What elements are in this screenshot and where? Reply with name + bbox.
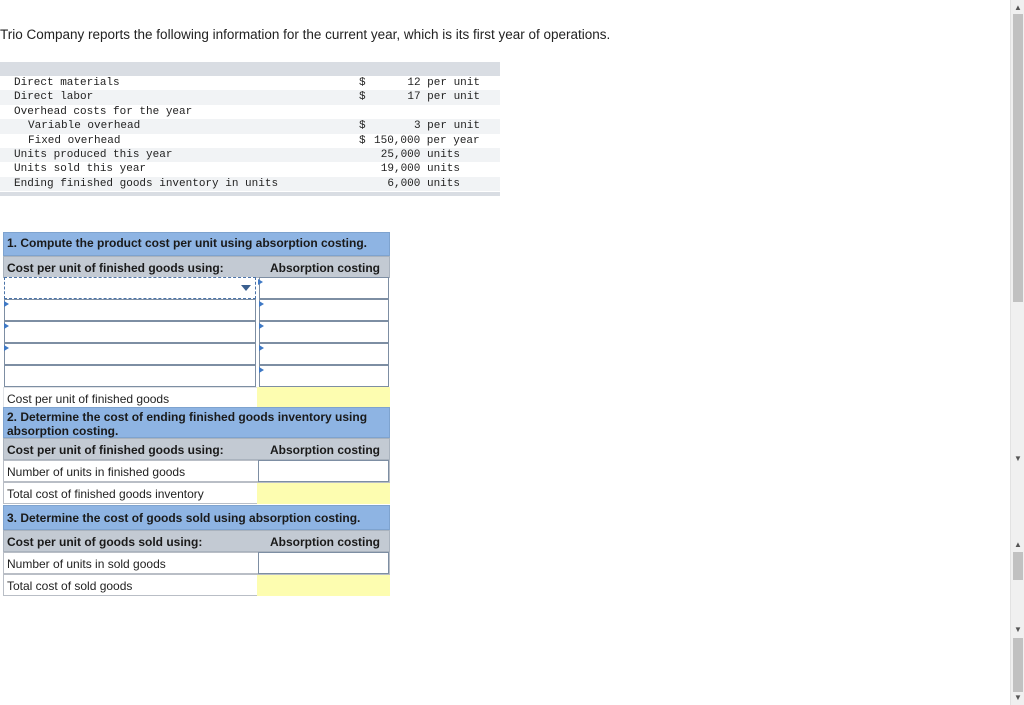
scroll-thumb[interactable] — [1013, 14, 1023, 302]
part2-section — [3, 407, 390, 505]
given-value: 17 per unit — [407, 91, 480, 104]
table-bottom-bar — [0, 192, 500, 196]
problem-statement: Trio Company reports the following information for the current year, which is its first year of operations. — [0, 27, 611, 42]
column-label: Absorption costing — [270, 535, 380, 549]
total-sold-cost — [257, 575, 390, 596]
column-label: Cost per unit of finished goods using: — [7, 443, 224, 457]
given-row — [0, 162, 500, 176]
row-label: Number of units in finished goods — [7, 465, 186, 479]
given-label: Fixed overhead — [28, 134, 121, 147]
cost-amount-input-1[interactable] — [259, 277, 389, 299]
units-finished-input[interactable] — [258, 460, 389, 482]
given-value: 150,000 per year — [374, 134, 480, 147]
cost-amount-input-2[interactable] — [259, 299, 389, 321]
given-value: 19,000 units — [380, 163, 460, 176]
row-label: Number of units in sold goods — [7, 557, 166, 571]
scroll-down-icon[interactable]: ▼ — [1014, 693, 1022, 702]
input-marker-icon — [4, 323, 9, 329]
scroll-thumb[interactable] — [1013, 638, 1023, 692]
column-label: Cost per unit of goods sold using: — [7, 535, 203, 549]
input-marker-icon — [258, 279, 263, 285]
column-label: Absorption costing — [270, 261, 380, 275]
given-label: Direct materials — [14, 77, 120, 89]
scroll-down-icon[interactable]: ▼ — [1014, 625, 1022, 634]
given-row — [0, 105, 500, 119]
given-label: Units sold this year — [14, 163, 147, 176]
cost-amount-input-5[interactable] — [259, 365, 389, 387]
units-sold-input[interactable] — [258, 552, 389, 574]
input-marker-icon — [259, 323, 264, 329]
dollar-sign: $ — [359, 134, 366, 147]
part2-title: 2. Determine the cost of ending finished goods inventory using absorption costing. — [3, 407, 390, 438]
given-label: Overhead costs for the year — [14, 105, 193, 118]
cost-item-select-3[interactable] — [4, 321, 256, 343]
row-label: Total cost of finished goods inventory — [7, 487, 204, 501]
given-label: Variable overhead — [28, 120, 141, 133]
given-row — [0, 177, 500, 191]
given-value: 25,000 units — [380, 148, 460, 161]
input-marker-icon — [259, 367, 264, 373]
given-row — [0, 148, 500, 162]
row-label: Total cost of sold goods — [7, 579, 133, 593]
scroll-up-icon[interactable]: ▲ — [1014, 540, 1022, 549]
given-label: Ending finished goods inventory in units — [14, 177, 279, 190]
dollar-sign: $ — [359, 91, 366, 104]
dollar-sign: $ — [359, 120, 366, 133]
scroll-up-icon[interactable]: ▲ — [1014, 3, 1022, 12]
cost-item-select-5[interactable] — [4, 365, 256, 387]
column-label: Absorption costing — [270, 443, 380, 457]
given-value: 6,000 units — [387, 177, 460, 190]
input-marker-icon — [4, 301, 9, 307]
part1-title: 1. Compute the product cost per unit using absorption costing. — [3, 232, 390, 256]
total-label: Cost per unit of finished goods — [7, 392, 170, 406]
input-marker-icon — [4, 345, 9, 351]
input-marker-icon — [259, 345, 264, 351]
part3-column-header — [3, 530, 390, 552]
cost-amount-input-4[interactable] — [259, 343, 389, 365]
given-label: Direct labor — [14, 91, 94, 104]
column-label: Cost per unit of finished goods using: — [7, 261, 224, 275]
given-value: 12 per unit — [407, 77, 480, 89]
cost-item-select-1[interactable] — [4, 277, 256, 299]
given-value: 3 per unit — [413, 120, 480, 133]
cost-per-unit-total — [257, 387, 390, 408]
input-marker-icon — [259, 301, 264, 307]
part3-title: 3. Determine the cost of goods sold using absorption costing. — [3, 505, 390, 530]
total-inventory-cost — [257, 483, 390, 504]
scroll-down-icon[interactable]: ▼ — [1014, 454, 1022, 463]
cost-item-select-2[interactable] — [4, 299, 256, 321]
table-top-bar — [0, 62, 500, 76]
scroll-thumb[interactable] — [1013, 552, 1023, 580]
given-row — [0, 134, 500, 148]
part2-column-header — [3, 438, 390, 460]
given-label: Units produced this year — [14, 148, 173, 161]
given-data-table — [0, 62, 500, 196]
given-row — [0, 90, 500, 104]
part3-section — [3, 505, 390, 597]
cost-item-select-4[interactable] — [4, 343, 256, 365]
chevron-down-icon[interactable] — [241, 285, 251, 291]
part1-section — [3, 232, 390, 407]
given-row — [0, 119, 500, 133]
given-row — [0, 76, 500, 90]
part1-column-header — [3, 256, 390, 278]
dollar-sign: $ — [359, 77, 366, 89]
vertical-scrollbar[interactable] — [1010, 0, 1024, 705]
cost-amount-input-3[interactable] — [259, 321, 389, 343]
